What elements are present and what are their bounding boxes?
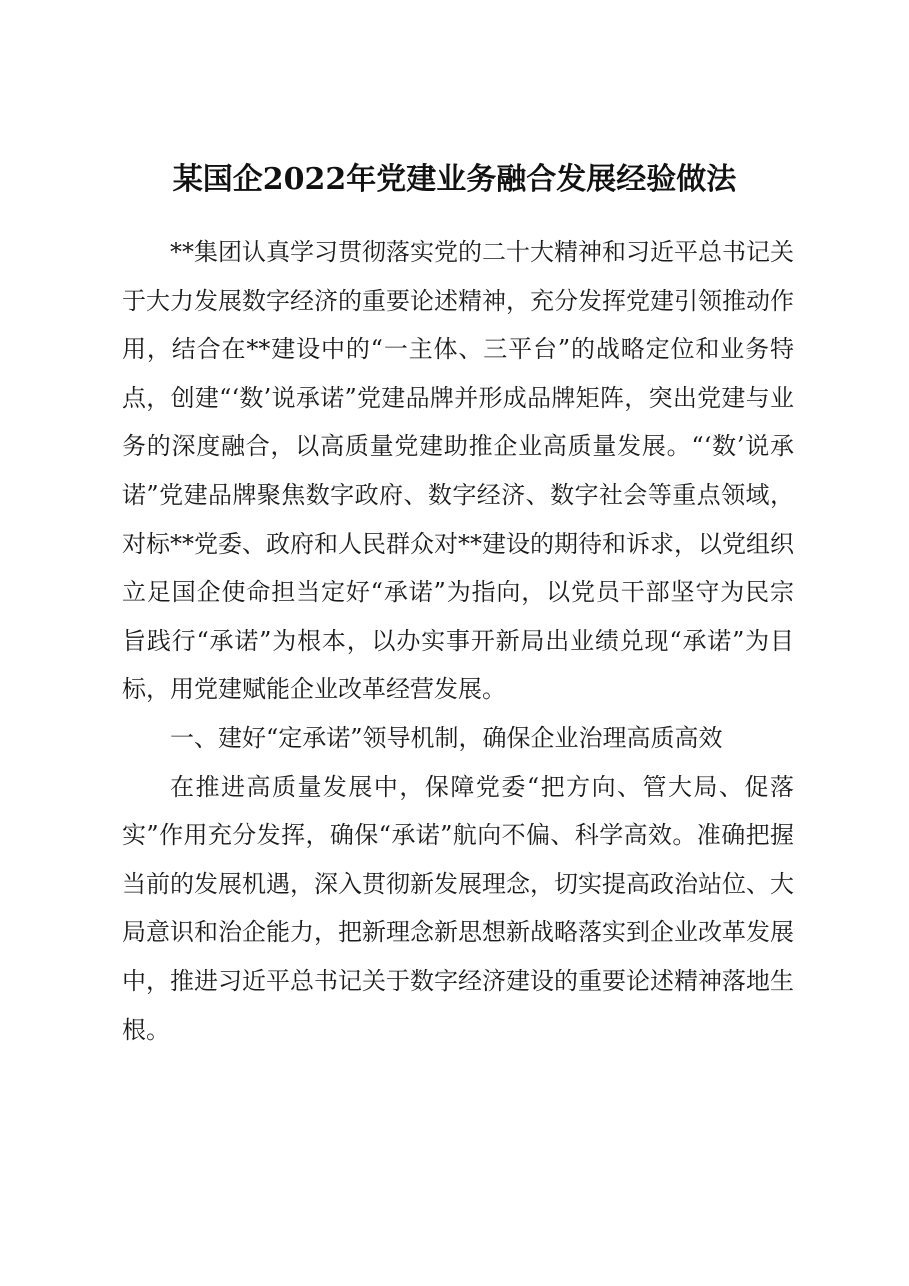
intro-paragraph: **集团认真学习贯彻落实党的二十大精神和习近平总书记关于大力发展数字经济的重要论述精神，充分发挥党建引领推动作用，结合在**建设中的“一主体、三平台”的战略定位和业务特点，创建“‘数’说承诺”党建品牌并形成品牌矩阵，突出党建与业务的深度融合，以高质量党建助推企业高质量发展。“‘数’说承诺”党建品牌聚焦数字政府、数字经济、数字社会等重点领域，对标**党委、政府和人民群众对**建设的期待和诉求，以党组织立足国企使命担当定好“承诺”为指向，以党员干部坚守为民宗旨践行“承诺”为根本，以办实事开新局出业绩兑现“承诺”为目标，用党建赋能企业改革经营发展。 xyxy=(122,238,794,704)
section-heading: 一、建好“定承诺”领导机制，确保企业治理高质高效 xyxy=(170,723,723,752)
document-body xyxy=(122,228,794,1054)
section-paragraph: 在推进高质量发展中，保障党委“把方向、管大局、促落实”作用充分发挥，确保“承诺”航向不偏、科学高效。准确把握当前的发展机遇，深入贯彻新发展理念，切实提高政治站位、大局意识和治企能力，把新理念新思想新战略落实到企业改革发展中，推进习近平总书记关于数字经济建设的重要论述精神落地生根。 xyxy=(122,772,794,1044)
document-title: 某国企2022年党建业务融合发展经验做法 xyxy=(172,162,737,197)
